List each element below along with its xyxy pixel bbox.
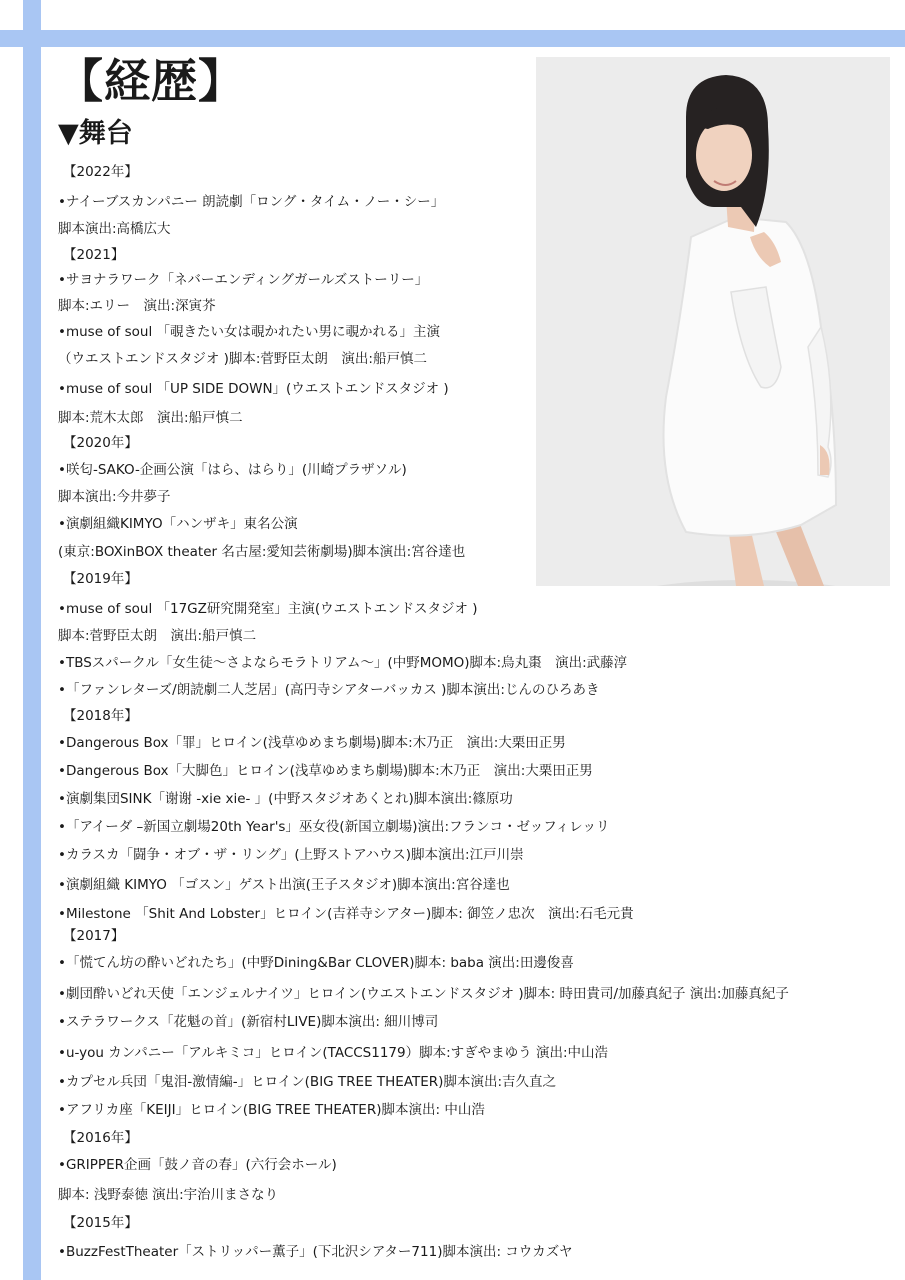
profile-photo — [536, 57, 890, 586]
credit-line: •Milestone 「Shit And Lobster」ヒロイン(吉祥寺シアター)脚本: 御笠ノ忠次 演出:石毛元貴 — [58, 906, 634, 922]
credit-line: （ウエストエンドスタジオ )脚本:菅野臣太朗 演出:船戸慎二 — [58, 351, 427, 367]
credit-line: •muse of soul 「覗きたい女は覗かれたい男に覗かれる」主演 — [58, 324, 440, 340]
credit-line: •カラスカ「闘争・オブ・ザ・リング」(上野ストアハウス)脚本演出:江戸川崇 — [58, 847, 524, 863]
credit-line: •ステラワークス「花魁の首」(新宿村LIVE)脚本演出: 細川博司 — [58, 1014, 439, 1030]
credit-line: •「アイーダ –新国立劇場20th Year's」巫女役(新国立劇場)演出:フランコ・ゼッフィレッリ — [58, 819, 610, 835]
credit-line: •劇団酔いどれ天使「エンジェルナイツ」ヒロイン(ウエストエンドスタジオ )脚本: 時田貴司/加藤真紀子 演出:加藤真紀子 — [58, 986, 789, 1002]
year-heading: 【2018年】 — [63, 708, 138, 724]
credit-line: •u-you カンパニー「アルキミコ」ヒロイン(TACCS1179）脚本:すぎやまゆう 演出:中山浩 — [58, 1045, 608, 1061]
credit-line: •演劇組織KIMYO「ハンザキ」東名公演 — [58, 516, 298, 532]
credit-line: •演劇集団SINK「谢谢 -xie xie- 」(中野スタジオあくとれ)脚本演出:篠原功 — [58, 791, 513, 807]
top-accent-bar — [0, 30, 905, 47]
credit-line: •アフリカ座「KEIJI」ヒロイン(BIG TREE THEATER)脚本演出: 中山浩 — [58, 1102, 485, 1118]
year-heading: 【2016年】 — [63, 1130, 138, 1146]
year-heading: 【2021】 — [63, 247, 125, 263]
credit-line: (東京:BOXinBOX theater 名古屋:愛知芸術劇場)脚本演出:宮谷達也 — [58, 544, 466, 560]
year-heading: 【2015年】 — [63, 1215, 138, 1231]
credit-line: 脚本演出:高橋広大 — [58, 221, 171, 237]
year-heading: 【2019年】 — [63, 571, 138, 587]
credit-line: •カプセル兵団「鬼泪-激情編-」ヒロイン(BIG TREE THEATER)脚本演出:吉久直之 — [58, 1074, 556, 1090]
year-heading: 【2020年】 — [63, 435, 138, 451]
credit-line: •Dangerous Box「大脚色」ヒロイン(浅草ゆめまち劇場)脚本:木乃正 演出:大栗田正男 — [58, 763, 593, 779]
credit-line: •BuzzFestTheater「ストリッパー薫子」(下北沢シアター711)脚本演出: コウカズヤ — [58, 1244, 573, 1260]
page-title: 【経歴】 — [57, 54, 245, 108]
credit-line: •muse of soul 「UP SIDE DOWN」(ウエストエンドスタジオ ) — [58, 381, 449, 397]
credit-line: 脚本: 浅野泰徳 演出:宇治川まさなり — [58, 1187, 279, 1203]
credit-line: •ナイーブスカンパニー 朗読劇「ロング・タイム・ノー・シー」 — [58, 194, 445, 210]
credit-line: •Dangerous Box「罪」ヒロイン(浅草ゆめまち劇場)脚本:木乃正 演出:大栗田正男 — [58, 735, 566, 751]
left-accent-bar — [23, 0, 41, 1280]
credit-line: 脚本:エリー 演出:深寅芥 — [58, 298, 216, 314]
credit-line: 脚本:菅野臣太朗 演出:船戸慎二 — [58, 628, 257, 644]
section-heading: ▼舞台 — [58, 118, 133, 149]
credit-line: •サヨナラワーク「ネバーエンディングガールズストーリー」 — [58, 272, 429, 288]
year-heading: 【2017】 — [63, 928, 125, 944]
credit-line: •咲匂-SAKO-企画公演「はら、はらり」(川崎プラザソル) — [58, 462, 407, 478]
credit-line: •「慌てん坊の酔いどれたち」(中野Dining&Bar CLOVER)脚本: baba 演出:田邊俊喜 — [58, 955, 574, 971]
year-heading: 【2022年】 — [63, 164, 138, 180]
credit-line: •GRIPPER企画「鼓ノ音の春」(六行会ホール) — [58, 1157, 337, 1173]
credit-line: •TBSスパークル「女生徒〜さよならモラトリアム〜」(中野MOMO)脚本:烏丸棗 演出:武藤淳 — [58, 655, 628, 671]
credit-line: •「ファンレターズ/朗読劇二人芝居」(高円寺シアターバッカス )脚本演出:じんのひろあき — [58, 682, 600, 698]
credit-line: 脚本:荒木太郎 演出:船戸慎二 — [58, 410, 243, 426]
credit-line: •演劇組織 KIMYO 「ゴスン」ゲスト出演(王子スタジオ)脚本演出:宮谷達也 — [58, 877, 510, 893]
credit-line: 脚本演出:今井夢子 — [58, 489, 171, 505]
credit-line: •muse of soul 「17GZ研究開発室」主演(ウエストエンドスタジオ ) — [58, 601, 478, 617]
